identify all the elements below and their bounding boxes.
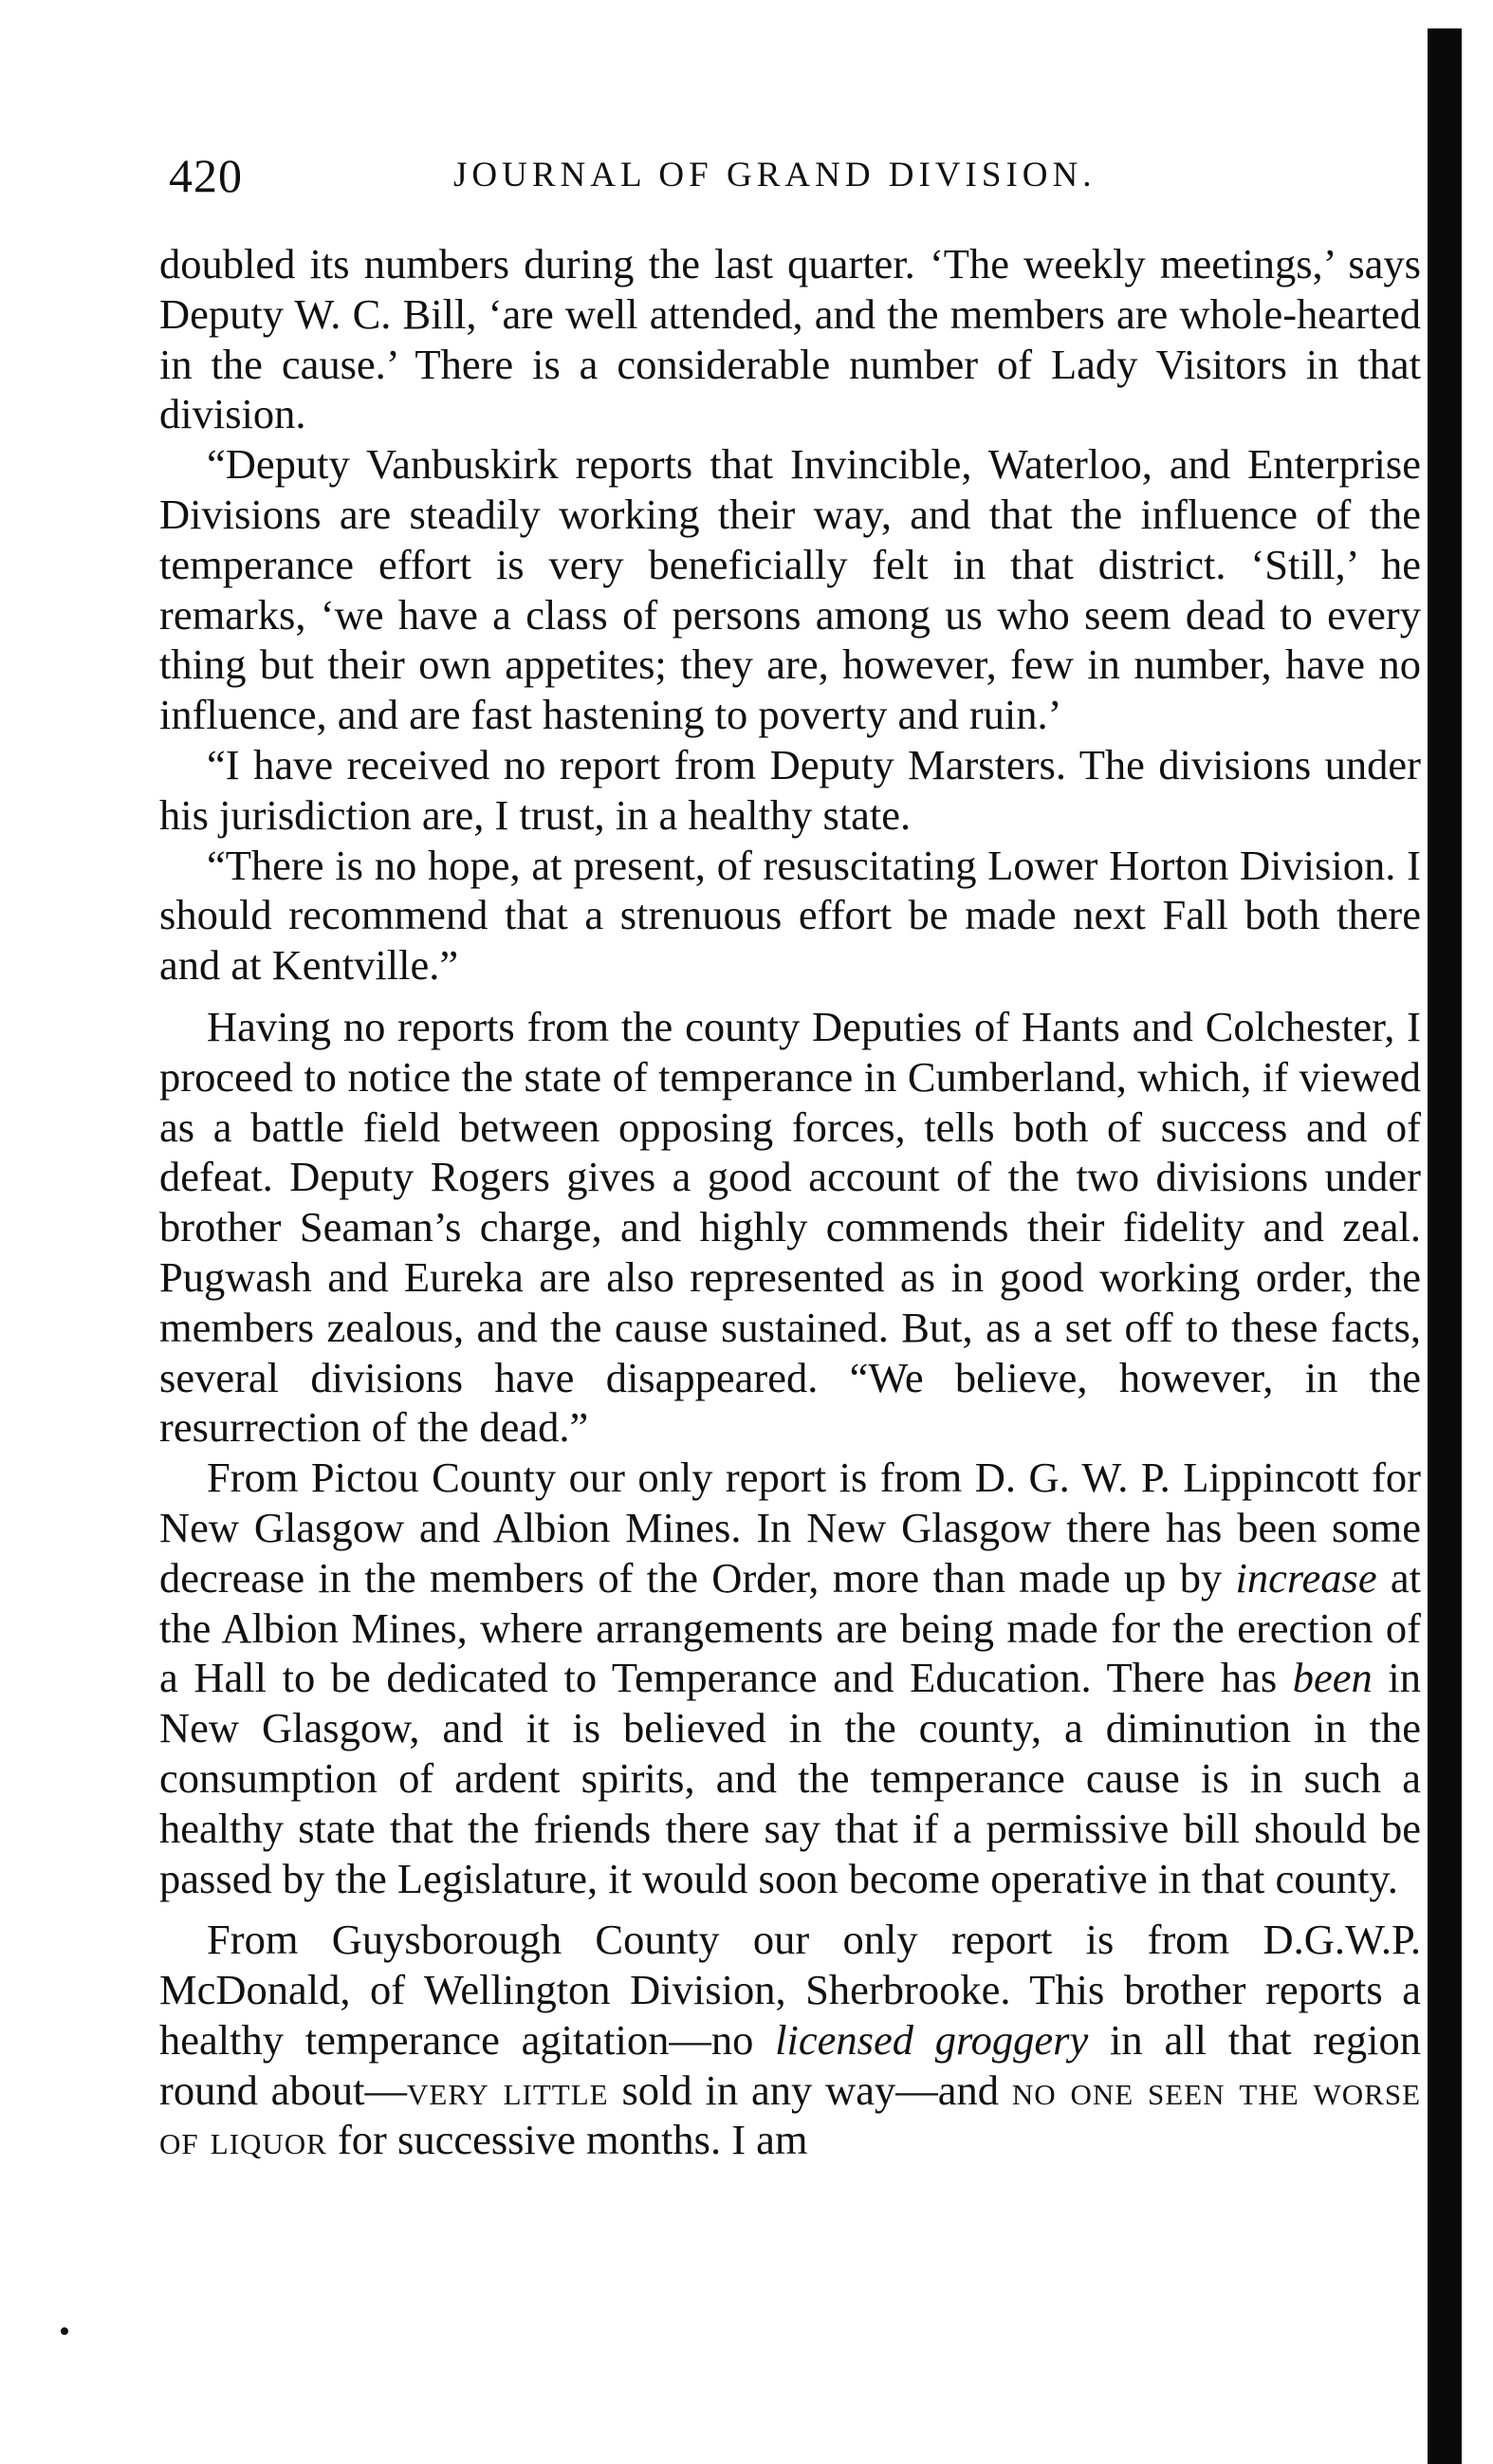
text-segment: From Pictou County our only report is from D. G. W. P. Lippincott for New Glasgow and Albion Mines. In New Glasgow there has been some decrease in the members of the Order, more than made up by bbox=[159, 1454, 1421, 1602]
binding-shadow bbox=[1428, 28, 1462, 2464]
small-caps-segment: very little bbox=[407, 2066, 609, 2114]
paragraph bbox=[159, 439, 1421, 740]
text-segment: in all that region round about— bbox=[159, 2015, 1421, 2114]
page-header bbox=[169, 142, 1402, 209]
text-segment: “I have received no report from Deputy Marsters. The divisions under his jurisdiction are, I trust, in a healthy state. bbox=[159, 740, 1421, 839]
text-segment: From Guysborough County our only report is from D.G.W.P. McDonald, of Wellington Division, Sherbrooke. This brother reports a healthy temperance agitation—no bbox=[159, 1916, 1421, 2064]
paragraph bbox=[159, 1002, 1421, 1453]
paragraph bbox=[159, 239, 1421, 439]
italic-segment: been bbox=[1292, 1654, 1373, 1702]
italic-segment: increase bbox=[1235, 1553, 1377, 1602]
italic-segment: licensed groggery bbox=[775, 2015, 1089, 2064]
text-segment: in New Glasgow, and it is believed in the county, a diminution in the consumption of ardent spirits, and the temperance cause is in such a healthy state that the friends there say that if a permissive bill should be passed by the Legislature, it would soon become operative in that county. bbox=[159, 1654, 1422, 1902]
text-segment: “Deputy Vanbuskirk reports that Invincible, Waterloo, and Enterprise Divisions are steadily working their way, and that the influence of the temperance effort is very beneficially felt in that district. ‘Still,’ he remarks, ‘we have a class of persons among us who seem dead to every thing but their own appetites; they are, however, few in number, have no influence, and are fast hastening to poverty and ruin.’ bbox=[159, 440, 1421, 739]
text-segment: at the Albion Mines, where arrangements are being made for the erection of a Hall to be dedicated to Temperance and Education. There has bbox=[159, 1553, 1421, 1702]
page-number: 420 bbox=[169, 149, 243, 202]
text-segment: for successive months. I am bbox=[326, 2116, 808, 2164]
running-title: JOURNAL OF GRAND DIVISION. bbox=[453, 156, 1097, 195]
paragraph bbox=[159, 1453, 1421, 1903]
margin-speck bbox=[61, 2327, 68, 2335]
text-segment: Having no reports from the county Deputies of Hants and Colchester, I proceed to notice the state of temperance in Cumberland, which, if viewed as a battle field between opposing forces, tells both of success and of defeat. Deputy Rogers gives a good account of the two divisions under brother Seaman’s charge, and highly commends their fidelity and zeal. Pugwash and Eureka are also represented as in good working order, the members zealous, and the cause sustained. But, as a set off to these facts, several divisions have disappeared. “We believe, however, in the resurrection of the dead.” bbox=[159, 1002, 1421, 1452]
body-text bbox=[159, 239, 1421, 2165]
paragraph bbox=[159, 841, 1421, 991]
text-segment: “There is no hope, at present, of resuscitating Lower Horton Division. I should recommend that a strenuous effort be made next Fall both there and at Kentville.” bbox=[159, 841, 1421, 990]
text-segment: sold in any way—and bbox=[608, 2066, 1012, 2114]
text-segment: doubled its numbers during the last quarter. ‘The weekly meetings,’ says Deputy W. C. Bill, ‘are well attended, and the members are whole-hearted in the cause.’ There is a considerable number of Lady Visitors in that division. bbox=[159, 240, 1421, 438]
paragraph bbox=[159, 740, 1421, 841]
small-caps-segment: no one seen the worse of liquor bbox=[159, 2066, 1422, 2164]
paragraph bbox=[159, 1915, 1421, 2165]
